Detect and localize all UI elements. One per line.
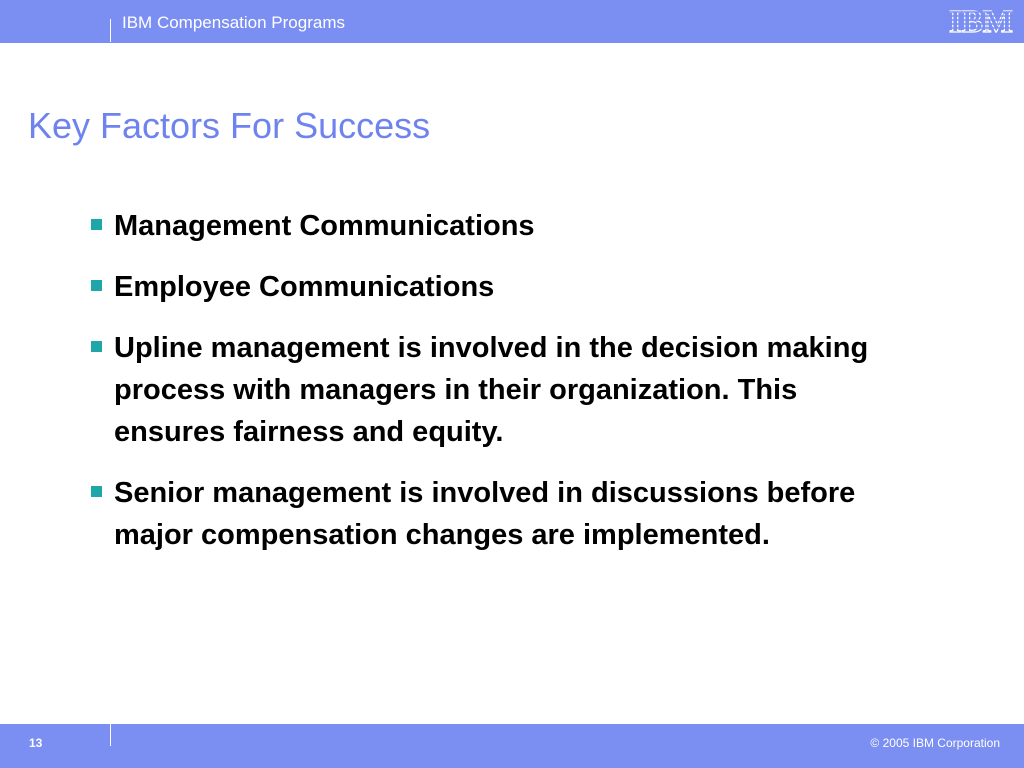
bullet-item (88, 266, 898, 308)
page-number: 13 (29, 736, 43, 750)
bullet-text: Employee Communications (114, 271, 495, 303)
footer-bar (0, 724, 1024, 768)
square-bullet-icon (91, 219, 102, 230)
square-bullet-icon (91, 280, 102, 291)
header-bar (0, 0, 1024, 43)
bullet-item (88, 205, 898, 247)
copyright-text: © 2005 IBM Corporation (870, 736, 1000, 750)
bullet-text: Management Communications (114, 210, 535, 242)
header-title: IBM Compensation Programs (122, 13, 345, 32)
square-bullet-icon (91, 486, 102, 497)
bullet-text: Upline management is involved in the decision making process with managers in their organization. This ensures fairness and equity. (114, 332, 869, 448)
ibm-logo-text: IBM (949, 5, 1013, 37)
footer-divider (110, 724, 111, 746)
ibm-logo (946, 5, 1016, 37)
bullet-item (88, 472, 898, 556)
square-bullet-icon (91, 341, 102, 352)
header-divider (110, 19, 111, 42)
slide-title: Key Factors For Success (28, 105, 431, 146)
bullet-text: Senior management is involved in discussions before major compensation changes are implemented. (114, 477, 856, 551)
bullet-list (88, 205, 898, 575)
bullet-item (88, 327, 898, 453)
